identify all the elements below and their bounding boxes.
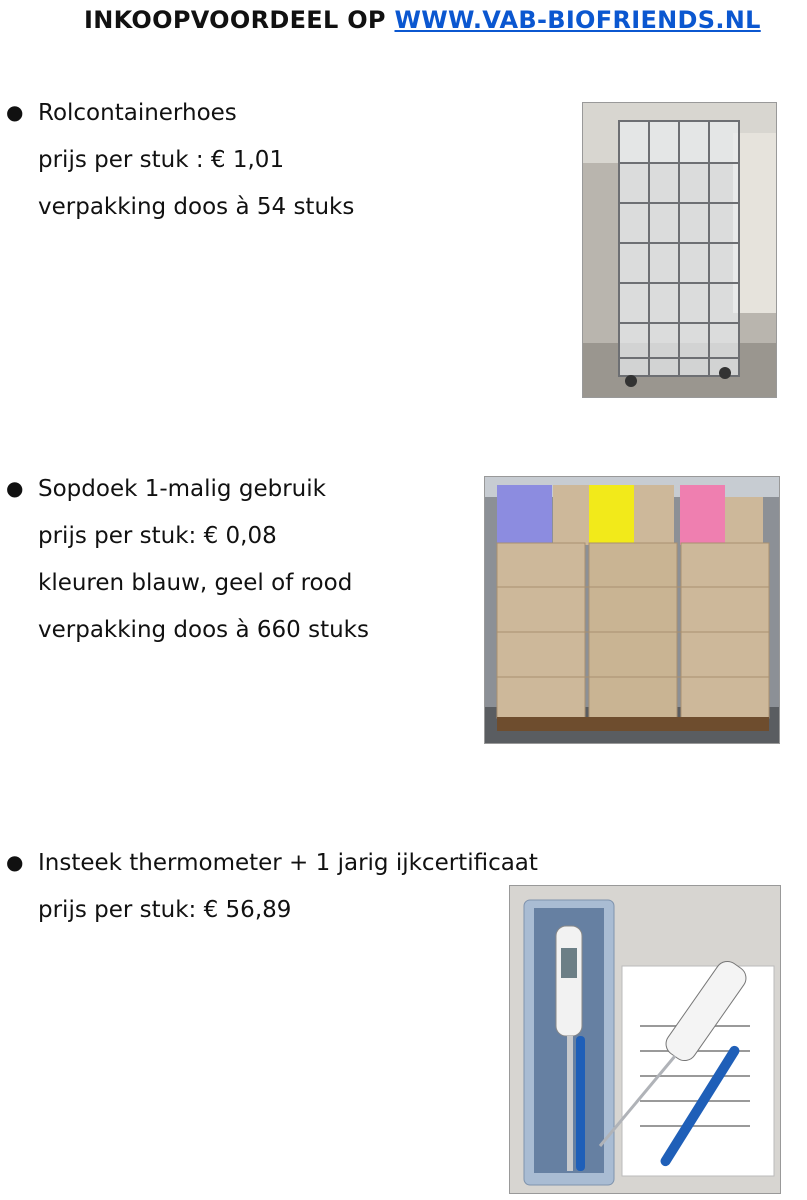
page-header bbox=[84, 6, 799, 34]
product-name: Rolcontainerhoes bbox=[38, 100, 237, 126]
product-packaging: verpakking doos à 54 stuks bbox=[38, 194, 355, 220]
website-link[interactable]: WWW.VAB-BIOFRIENDS.NL bbox=[394, 6, 761, 34]
rolcontainer-photo bbox=[582, 102, 777, 398]
thermometer-photo bbox=[509, 885, 781, 1194]
sopdoek-pallets-photo bbox=[484, 476, 780, 744]
product-price: prijs per stuk : € 1,01 bbox=[38, 147, 285, 173]
product-price: prijs per stuk: € 56,89 bbox=[38, 897, 292, 923]
bullet-icon: ● bbox=[6, 476, 24, 500]
product-colors: kleuren blauw, geel of rood bbox=[38, 570, 353, 596]
product-packaging: verpakking doos à 660 stuks bbox=[38, 617, 369, 643]
product-name: Sopdoek 1-malig gebruik bbox=[38, 476, 326, 502]
bullet-icon: ● bbox=[6, 850, 24, 874]
header-prefix: INKOOPVOORDEEL OP bbox=[84, 6, 395, 34]
product-price: prijs per stuk: € 0,08 bbox=[38, 523, 277, 549]
product-name: Insteek thermometer + 1 jarig ijkcertificaat bbox=[38, 850, 538, 876]
bullet-icon: ● bbox=[6, 100, 24, 124]
